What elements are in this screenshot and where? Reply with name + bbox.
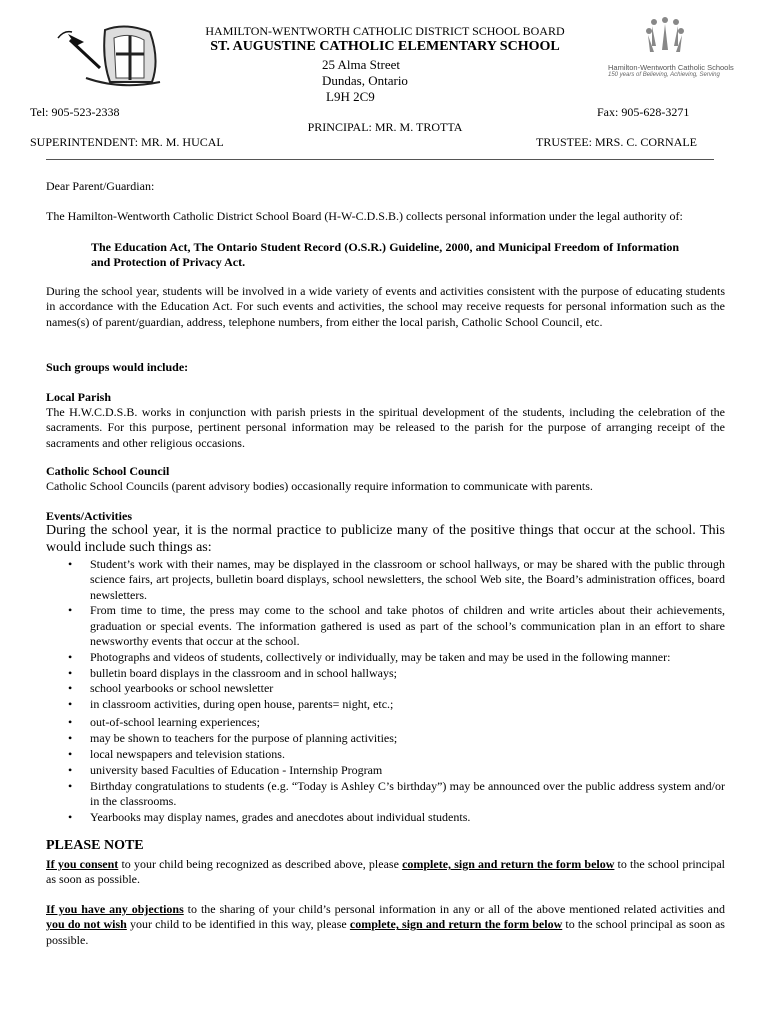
- activities-list: [46, 557, 725, 826]
- telephone: Tel: 905-523-2338: [30, 105, 120, 119]
- catholic-schools-logo: [640, 16, 690, 60]
- consent-lead: If you consent: [46, 857, 119, 871]
- fax: Fax: 905-628-3271: [597, 105, 690, 119]
- intro-paragraph: The Hamilton-Wentworth Catholic District School Board (H-W-C.D.S.B.) collects personal information under the legal authority of:: [46, 209, 683, 223]
- parish-heading: Local Parish: [46, 390, 111, 404]
- address-postal: L9H 2C9: [326, 89, 375, 104]
- list-item: • Student’s work with their names, may be displayed in the classroom or school hallways, or may be shared with the public through science fairs, art projects, bulletin board displays, school newsletters, the school Web site, the Board’s administration offices, board newsletters.: [46, 557, 725, 603]
- trustee: TRUSTEE: MRS. C. CORNALE: [536, 135, 698, 149]
- list-item: • may be shown to teachers for the purpose of planning activities;: [46, 731, 725, 746]
- objection-mid2: your child to be identified in this way, please: [126, 917, 350, 932]
- list-item: • Photographs and videos of students, collectively or individually, may be taken and may be used in the following manner:: [46, 650, 725, 665]
- list-item: • Birthday congratulations to students (e.g. “Today is Ashley C’s birthday”) may be announced over the public address system and/or in the classrooms.: [46, 779, 725, 810]
- list-item: • out-of-school learning experiences;: [46, 715, 725, 730]
- events-heading: Events/Activities: [46, 509, 132, 523]
- council-heading: Catholic School Council: [46, 464, 170, 478]
- superintendent: SUPERINTENDENT: MR. M. HUCAL: [30, 135, 224, 149]
- consent-paragraph: [46, 857, 725, 888]
- objection-tail: to the school principal as soon as possible.: [46, 917, 725, 947]
- list-item: • university based Faculties of Education - Internship Program: [46, 763, 725, 778]
- objection-mid: to the sharing of your child’s personal information in any or all of the above mentioned related activities and: [183, 902, 725, 916]
- list-item: • bulletin board displays in the classroom and in school hallways;: [46, 666, 725, 681]
- consent-tail: to the school principal as soon as possible.: [46, 857, 725, 887]
- please-note-heading: PLEASE NOTE: [46, 838, 144, 853]
- list-item: • From time to time, the press may come to the school and take photos of children and write articles about their achievements, graduation or special events. The information gathered is used as part of the school’s communication plan in an effort to share newsworthy events that occur at the school.: [46, 603, 725, 649]
- groups-heading: Such groups would include:: [46, 360, 189, 374]
- list-item: • Yearbooks may display names, grades and anecdotes about individual students.: [46, 810, 725, 825]
- greeting: Dear Parent/Guardian:: [46, 179, 155, 193]
- objection-action: complete, sign and return the form below: [349, 917, 563, 932]
- address-street: 25 Alma Street: [322, 57, 400, 72]
- purpose-paragraph: During the school year, students will be involved in a wide variety of events and activities consistent with the purpose of educating students in accordance with the Education Act. For such events and activities, the school may receive requests for personal information such as the names(s) of parent/guardian, address, telephone numbers, from either the local parish, Catholic School Council, etc.: [46, 284, 725, 329]
- address-city: Dundas, Ontario: [322, 73, 408, 88]
- list-item: • school yearbooks or school newsletter: [46, 681, 725, 696]
- consent-mid: to your child being recognized as described above, please: [118, 857, 403, 871]
- principal: PRINCIPAL: MR. M. TROTTA: [307, 120, 463, 134]
- school-name: ST. AUGUSTINE CATHOLIC ELEMENTARY SCHOOL: [210, 39, 560, 54]
- objection-lead: If you have any objections: [46, 902, 184, 916]
- legal-acts: The Education Act, The Ontario Student Record (O.S.R.) Guideline, 2000, and Municipal Freedom of Information and Protection of Privacy Act.: [91, 240, 679, 270]
- right-logo-title: Hamilton-Wentworth Catholic Schools: [608, 63, 734, 72]
- events-intro: During the school year, it is the normal practice to publicize many of the positive things that occur at the school. This would include such things as:: [46, 523, 725, 555]
- right-logo-tagline: 150 years of Believing, Achieving, Serving: [608, 72, 720, 78]
- council-text: Catholic School Councils (parent advisory bodies) occasionally require information to communicate with parents.: [46, 479, 593, 493]
- parish-text: The H.W.C.D.S.B. works in conjunction with parish priests in the spiritual development of the students, including the celebration of the sacraments. For this purpose, pertinent personal information may be released to the parish for the purpose of arranging receipt of the sacraments and other religious occasions.: [46, 405, 725, 450]
- header-divider: [46, 159, 714, 160]
- board-name: HAMILTON-WENTWORTH CATHOLIC DISTRICT SCHOOL BOARD: [205, 24, 565, 38]
- objection-wish: you do not wish: [46, 917, 127, 932]
- list-item: • in classroom activities, during open house, parents= night, etc.;: [46, 697, 725, 712]
- consent-action: complete, sign and return the form below: [402, 857, 615, 871]
- objection-paragraph: [46, 902, 725, 948]
- list-item: • local newspapers and television stations.: [46, 747, 725, 762]
